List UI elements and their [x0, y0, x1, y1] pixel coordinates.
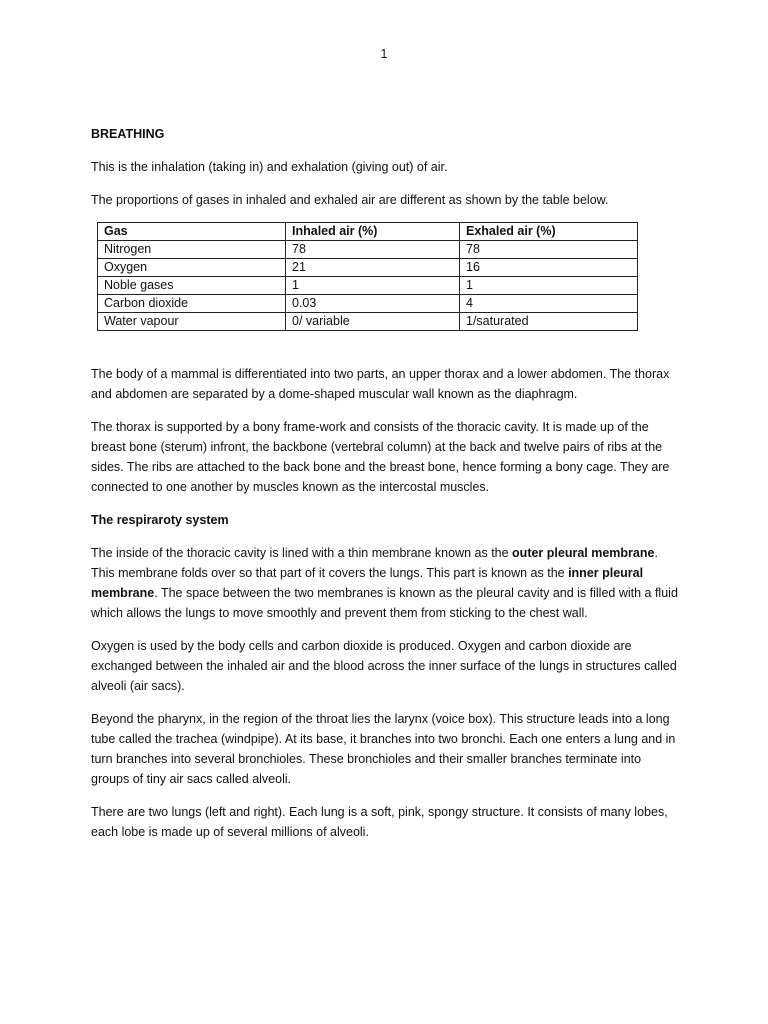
- table-cell: 78: [460, 241, 638, 259]
- table-header-row: [98, 223, 638, 241]
- gas-proportions-table: [97, 222, 638, 331]
- pharynx-paragraph: Beyond the pharynx, in the region of the throat lies the larynx (voice box). This structure leads into a long tube called the trachea (windpipe). At its base, it branches into two bronchi. Each one enters a lung and in turn branches into several bronchioles. These bronchioles and their smaller branches terminate into groups of tiny air sacs called alveoli.: [91, 712, 676, 786]
- body-paragraph: The body of a mammal is differentiated into two parts, an upper thorax and a lower abdomen. The thorax and abdomen are separated by a dome-shaped muscular wall known as the diaphragm.: [91, 367, 670, 401]
- lungs-paragraph: There are two lungs (left and right). Each lung is a soft, pink, spongy structure. It consists of many lobes, each lobe is made up of several millions of alveoli.: [91, 805, 668, 839]
- pleural-text-2: . This membrane folds over so that part of it covers the lungs. This part is known as the: [91, 546, 658, 580]
- table-cell: Noble gases: [98, 277, 286, 295]
- intro-paragraph-2: The proportions of gases in inhaled and exhaled air are different as shown by the table below.: [91, 193, 609, 207]
- table-row: [98, 313, 638, 331]
- table-cell: 1: [286, 277, 460, 295]
- page-number: 1: [380, 47, 388, 61]
- table-cell: 16: [460, 259, 638, 277]
- table-row: [98, 277, 638, 295]
- table-cell: 1: [460, 277, 638, 295]
- table-cell: 78: [286, 241, 460, 259]
- table-cell: Nitrogen: [98, 241, 286, 259]
- table-cell: 4: [460, 295, 638, 313]
- section-subheading: The respiraroty system: [91, 513, 229, 527]
- pleural-bold-term-2: inner pleural membrane: [91, 566, 644, 600]
- table-cell: 0/ variable: [286, 313, 460, 331]
- table-header-cell: Inhaled air (%): [286, 223, 460, 241]
- pleural-text-3: . The space between the two membranes is known as the pleural cavity and is filled with a fluid which allows the lungs to move smoothly and prevent them from sticking to the chest wall.: [91, 586, 678, 620]
- thorax-paragraph: The thorax is supported by a bony frame-work and consists of the thoracic cavity. It is made up of the breast bone (sterum) infront, the backbone (vertebral column) at the back and twelve pairs of ribs at the sides. The ribs are attached to the back bone and the breast bone, hence forming a bony cage. They are connected to one another by muscles known as the intercostal muscles.: [91, 420, 670, 494]
- table-cell: Carbon dioxide: [98, 295, 286, 313]
- pleural-text-1: The inside of the thoracic cavity is lined with a thin membrane known as the: [91, 546, 513, 560]
- table-row: [98, 241, 638, 259]
- page-title: BREATHING: [91, 127, 165, 141]
- pleural-bold-term-1: outer pleural membrane: [512, 546, 655, 560]
- table-cell: Oxygen: [98, 259, 286, 277]
- table-cell: 0.03: [286, 295, 460, 313]
- table-header-cell: Exhaled air (%): [460, 223, 638, 241]
- table-row: [98, 295, 638, 313]
- table-cell: Water vapour: [98, 313, 286, 331]
- pleural-paragraph: [91, 543, 681, 623]
- table-header-cell: Gas: [98, 223, 286, 241]
- intro-paragraph-1: This is the inhalation (taking in) and exhalation (giving out) of air.: [91, 160, 448, 174]
- oxygen-paragraph: Oxygen is used by the body cells and carbon dioxide is produced. Oxygen and carbon dioxide are exchanged between the inhaled air and the blood across the inner surface of the lungs in structures called alveoli (air sacs).: [91, 639, 677, 693]
- document-body: [91, 124, 681, 842]
- table-cell: 1/saturated: [460, 313, 638, 331]
- table-cell: 21: [286, 259, 460, 277]
- table-row: [98, 259, 638, 277]
